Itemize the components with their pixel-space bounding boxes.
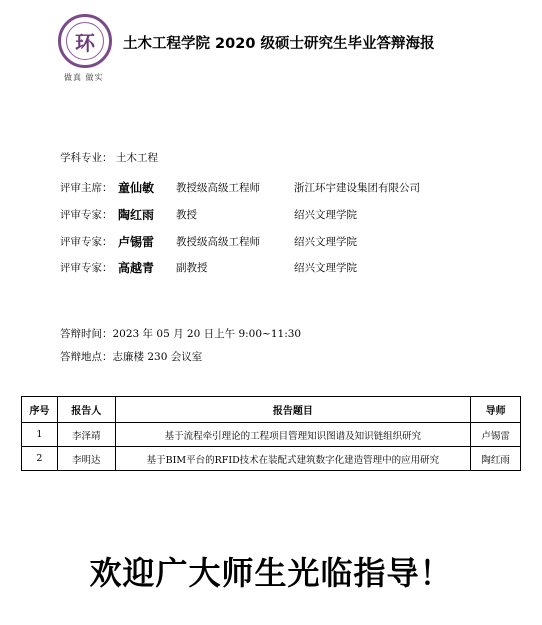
committee-role: 评审专家： xyxy=(60,236,113,248)
row-reporter: 李明达 xyxy=(57,447,115,471)
major-label: 学科专业： xyxy=(60,152,113,164)
defense-schedule-table xyxy=(21,396,521,471)
column-header-reporter: 报告人 xyxy=(57,397,115,423)
committee-name: 童仙敏 xyxy=(118,181,155,195)
table-row xyxy=(22,447,521,471)
table-header-row xyxy=(22,397,521,423)
row-topic: 基于流程牵引理论的工程项目管理知识图谱及知识链组织研究 xyxy=(115,423,471,447)
committee-role: 评审主席： xyxy=(60,182,113,194)
defense-place: 答辩地点：志廉楼 230 会议室 xyxy=(60,351,203,363)
major-value: 土木工程 xyxy=(116,152,158,164)
committee-rank: 教授级高级工程师 xyxy=(176,236,260,248)
committee-org: 浙江环宇建设集团有限公司 xyxy=(294,182,420,194)
row-advisor: 卢锡雷 xyxy=(471,423,521,447)
row-no: 1 xyxy=(22,423,58,447)
defense-time: 答辩时间：2023 年 05 月 20 日上午 9:00~11:30 xyxy=(60,328,302,340)
logo-emblem-icon: 环 xyxy=(66,22,104,60)
committee-rank: 教授级高级工程师 xyxy=(176,182,260,194)
committee-role: 评审专家： xyxy=(60,262,113,274)
welcome-banner: 欢迎广大师生光临指导！ xyxy=(89,554,453,592)
column-header-topic: 报告题目 xyxy=(115,397,471,423)
logo-motto: 做真 做实 xyxy=(64,73,104,82)
committee-name: 陶红雨 xyxy=(118,208,155,222)
committee-rank: 副教授 xyxy=(176,262,208,274)
row-reporter: 李泽靖 xyxy=(57,423,115,447)
row-no: 2 xyxy=(22,447,58,471)
committee-rank: 教授 xyxy=(176,209,197,221)
university-logo xyxy=(58,14,112,68)
committee-role: 评审专家： xyxy=(60,209,113,221)
committee-org: 绍兴文理学院 xyxy=(294,236,357,248)
poster-header xyxy=(0,0,542,100)
column-header-advisor: 导师 xyxy=(471,397,521,423)
page-title: 土木工程学院 2020 级硕士研究生毕业答辩海报 xyxy=(123,36,435,52)
committee-name: 高越青 xyxy=(118,261,155,275)
committee-org: 绍兴文理学院 xyxy=(294,262,357,274)
row-topic: 基于BIM平台的RFID技术在装配式建筑数字化建造管理中的应用研究 xyxy=(115,447,471,471)
table-row xyxy=(22,423,521,447)
row-advisor: 陶红雨 xyxy=(471,447,521,471)
committee-name: 卢锡雷 xyxy=(118,235,155,249)
committee-org: 绍兴文理学院 xyxy=(294,209,357,221)
column-header-no: 序号 xyxy=(22,397,58,423)
